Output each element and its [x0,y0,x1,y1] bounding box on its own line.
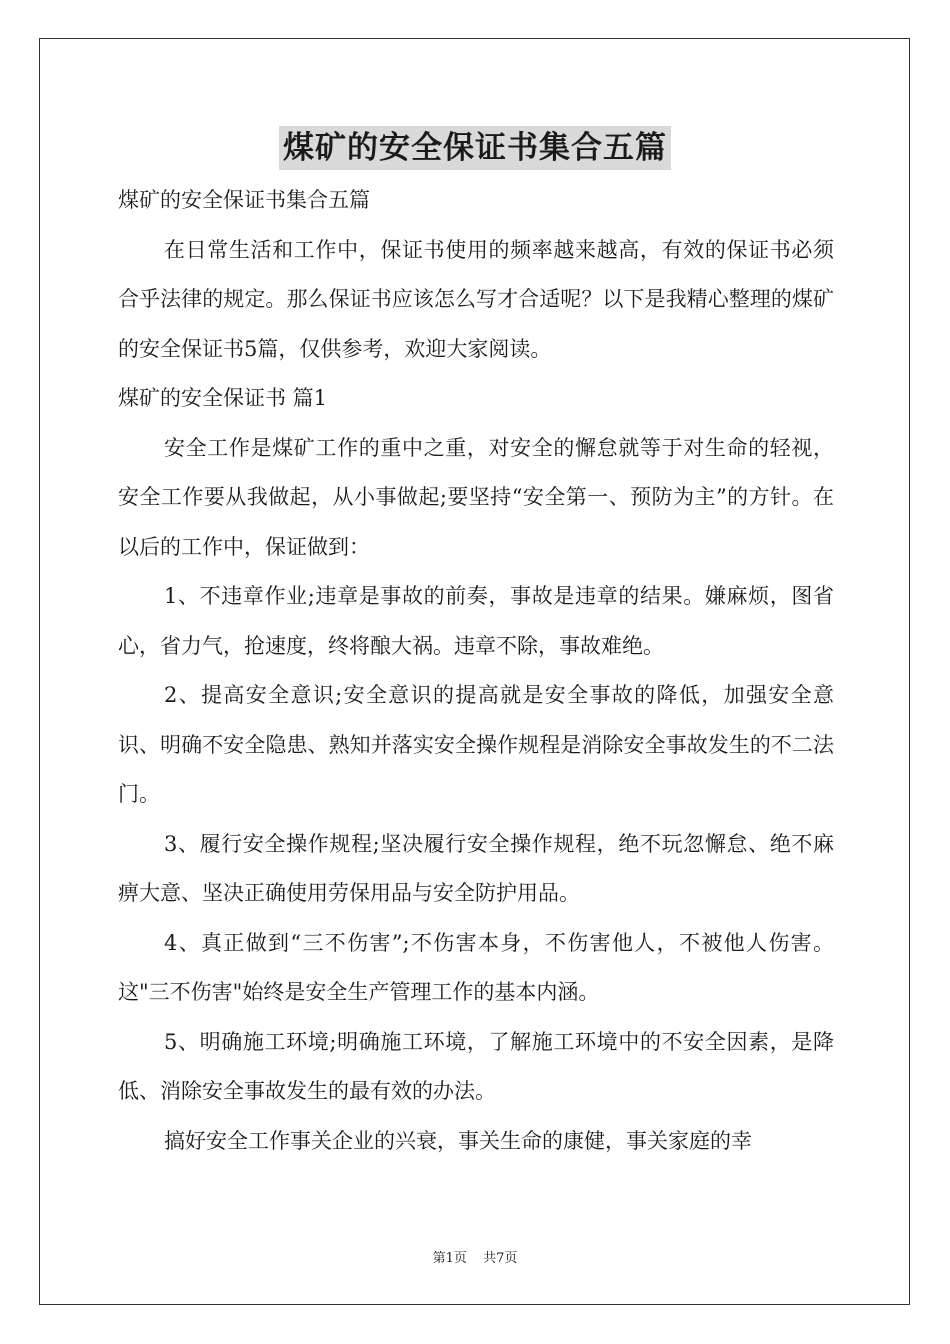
list-item: 1、不违章作业;违章是事故的前奏，事故是违章的结果。嫌麻烦，图省心，省力气，抢速度，终将酿大祸。违章不除，事故难绝。 [118,584,834,658]
title-container [0,126,950,170]
list-item: 3、履行安全操作规程;坚决履行安全操作规程，绝不玩忽懈怠、绝不麻痹大意、坚决正确使用劳保用品与安全防护用品。 [118,831,834,905]
paragraph: 在日常生活和工作中，保证书使用的频率越来越高，有效的保证书必须合乎法律的规定。那么保证书应该怎么写才合适呢？以下是我精心整理的煤矿的安全保证书5篇，仅供参考，欢迎大家阅读。 [118,237,834,361]
paragraph: 煤矿的安全保证书集合五篇 [118,188,370,212]
paragraph: 安全工作是煤矿工作的重中之重，对安全的懈怠就等于对生命的轻视，安全工作要从我做起，从小事做起;要坚持“安全第一、预防为主”的方针。在以后的工作中，保证做到： [118,435,834,559]
page-footer [0,1247,950,1266]
page-number: 第1页 [432,1251,467,1266]
list-item: 4、真正做到“三不伤害”;不伤害本身，不伤害他人，不被他人伤害。这"三不伤害"始终是安全生产管理工作的基本内涵。 [118,930,834,1004]
document-body [118,176,834,1166]
section-heading: 煤矿的安全保证书 篇1 [118,386,328,410]
document-title: 煤矿的安全保证书集合五篇 [279,126,671,170]
paragraph: 搞好安全工作事关企业的兴衰，事关生命的康健，事关家庭的幸 [164,1128,752,1153]
page-total: 共7页 [483,1251,518,1266]
list-item: 5、明确施工环境;明确施工环境，了解施工环境中的不安全因素，是降低、消除安全事故发生的最有效的办法。 [118,1029,834,1103]
list-item: 2、提高安全意识;安全意识的提高就是安全事故的降低，加强安全意识、明确不安全隐患、熟知并落实安全操作规程是消除安全事故发生的不二法门。 [118,683,834,806]
